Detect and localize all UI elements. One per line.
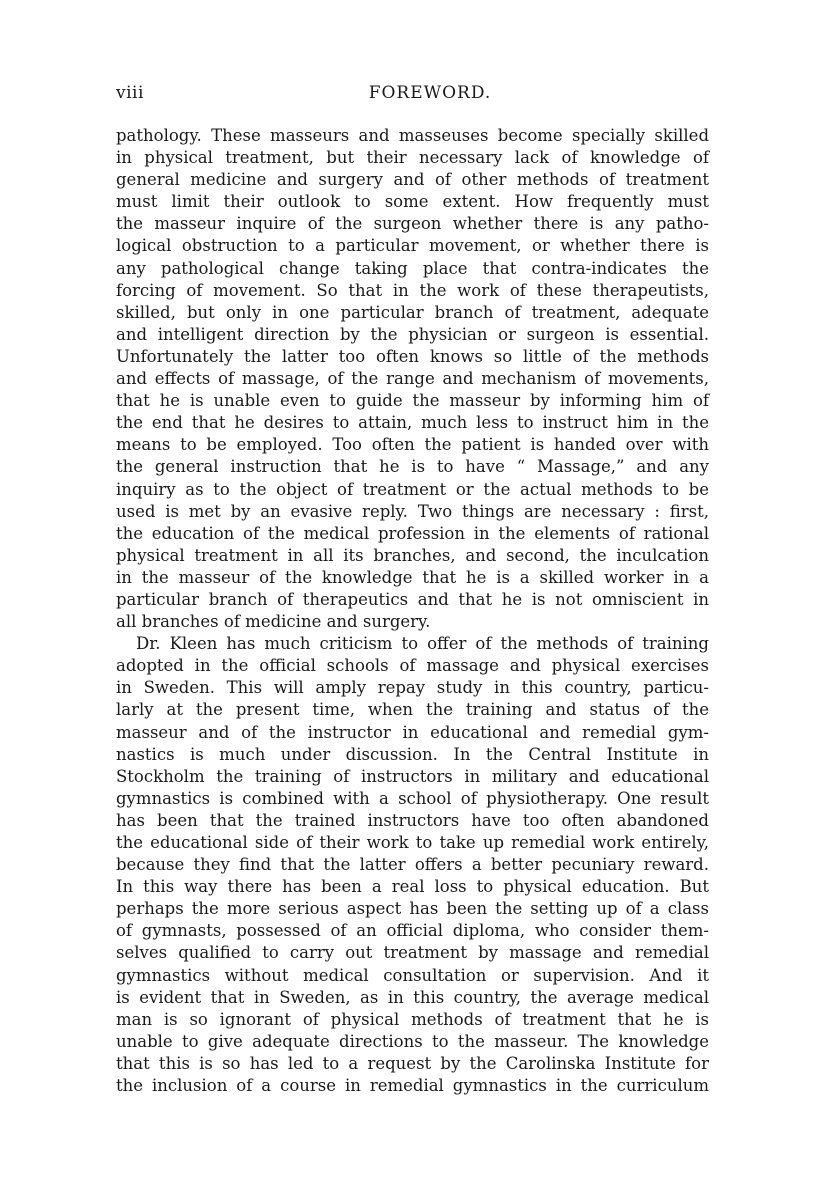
text-line: the end that he desires to attain, much less to instruct him in the [116, 413, 709, 433]
text-line: the inclusion of a course in remedial gymnastics in the curriculum [116, 1076, 709, 1096]
text-line: gymnastics without medical consultation or supervision. And it [116, 965, 709, 985]
text-line: Dr. Kleen has much criticism to offer of the methods of training [136, 634, 709, 654]
text-line: in the masseur of the knowledge that he is a skilled worker in a [116, 567, 709, 587]
running-title: FOREWORD. [368, 83, 492, 103]
text-line: man is so ignorant of physical methods of treatment that he is [116, 1009, 709, 1029]
page-number: viii [116, 83, 144, 103]
text-line: larly at the present time, when the training and status of the [116, 700, 709, 720]
text-line: particular branch of therapeutics and that he is not omniscient in [116, 589, 709, 609]
text-line: that this is so has led to a request by the Carolinska Institute for [116, 1053, 709, 1073]
text-line: general medicine and surgery and of other methods of treatment [116, 170, 709, 190]
text-line: forcing of movement. So that in the work of these therapeutists, [116, 280, 709, 300]
text-line: selves qualified to carry out treatment by massage and remedial [116, 943, 709, 963]
text-line: the educational side of their work to take up remedial work entirely, [116, 833, 709, 852]
text-line: that he is unable even to guide the masseur by informing him of [116, 391, 709, 411]
text-line: of gymnasts, possessed of an official diploma, who consider them- [116, 921, 709, 941]
text-line: unable to give adequate directions to the masseur. The knowledge [116, 1031, 709, 1051]
text-line: skilled, but only in one particular branch of treatment, adequate [116, 302, 709, 322]
text-line: in Sweden. This will amply repay study in this country, particu- [116, 678, 709, 698]
text-line: must limit their outlook to some extent. How frequently must [116, 192, 709, 212]
text-line: in physical treatment, but their necessary lack of knowledge of [116, 148, 709, 168]
text-line: nastics is much under discussion. In the Central Institute in [116, 744, 709, 764]
text-line: physical treatment in all its branches, and second, the inculcation [116, 545, 709, 565]
text-line: perhaps the more serious aspect has been the setting up of a class [116, 899, 709, 919]
text-line: Stockholm the training of instructors in military and educational [116, 766, 709, 786]
text-line: used is met by an evasive reply. Two things are necessary : first, [116, 501, 709, 521]
text-line: the masseur inquire of the surgeon whether there is any patho- [116, 214, 709, 234]
text-line: means to be employed. Too often the patient is handed over with [116, 435, 709, 455]
text-line: inquiry as to the object of treatment or the actual methods to be [116, 479, 709, 499]
text-line: and intelligent direction by the physician or surgeon is essential. [116, 324, 709, 344]
text-line: In this way there has been a real loss to physical education. But [116, 877, 709, 897]
text-line: the education of the medical profession in the elements of rational [116, 523, 709, 543]
text-line: pathology. These masseurs and masseuses become specially skilled [116, 126, 709, 145]
text-line: because they find that the latter offers a better pecuniary reward. [116, 855, 709, 875]
text-line: adopted in the official schools of massage and physical exercises [116, 656, 709, 676]
text-line: and effects of massage, of the range and mechanism of movements, [116, 369, 709, 389]
text-line: masseur and of the instructor in educational and remedial gym- [116, 722, 709, 742]
text-line: gymnastics is combined with a school of physiotherapy. One result [116, 788, 709, 808]
text-line: logical obstruction to a particular movement, or whether there is [116, 236, 709, 256]
text-line: has been that the trained instructors have too often abandoned [116, 810, 709, 830]
body-text [116, 125, 709, 1097]
text-line: Unfortunately the latter too often knows so little of the methods [116, 346, 709, 366]
page-header [116, 83, 706, 107]
text-line: the general instruction that he is to have “ Massage,” and any [116, 457, 709, 477]
text-line: all branches of medicine and surgery. [116, 612, 431, 632]
text-line: is evident that in Sweden, as in this country, the average medical [116, 987, 709, 1007]
text-line: any pathological change taking place that contra-indicates the [116, 258, 709, 278]
